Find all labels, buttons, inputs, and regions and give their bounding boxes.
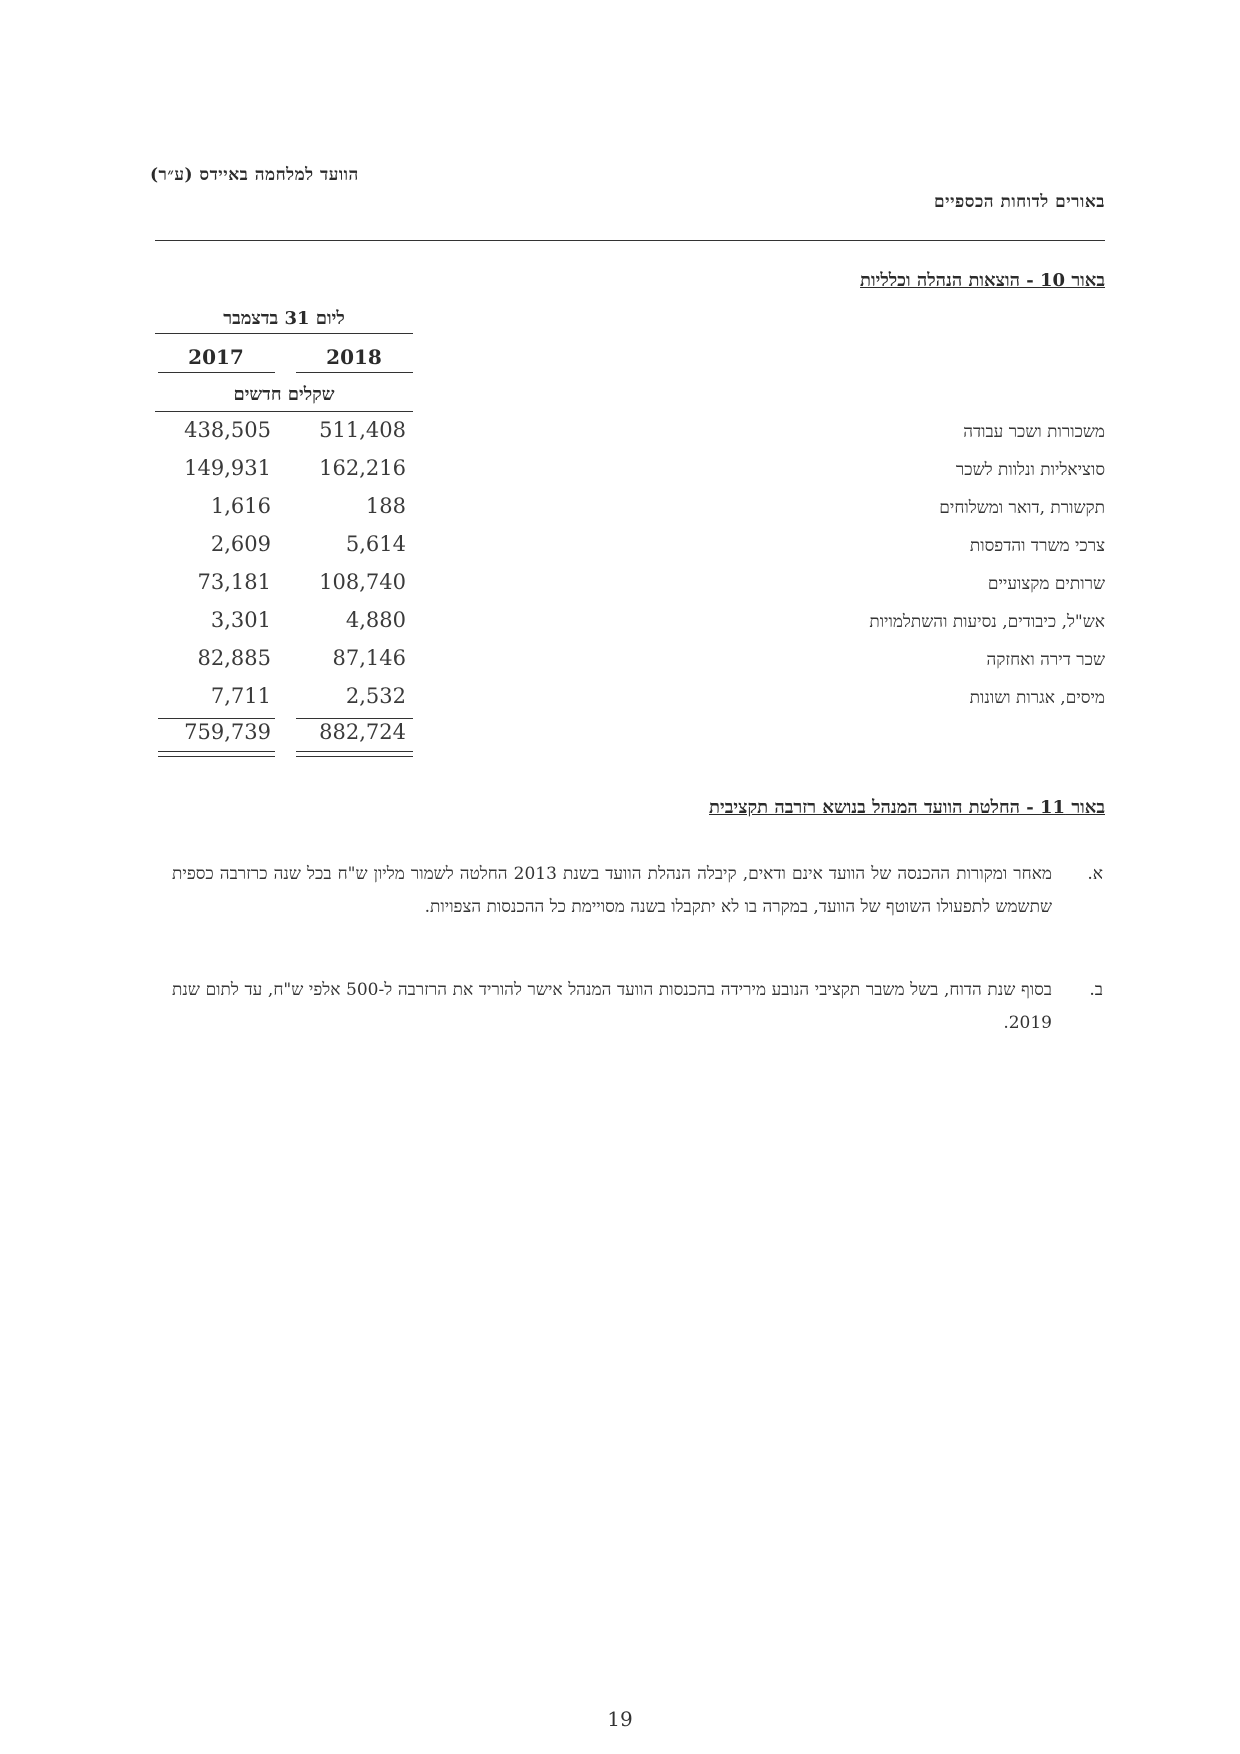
item-letter: ב. (1089, 980, 1103, 1000)
page-number: 19 (607, 1707, 633, 1731)
row-label: שכר דירה ואחזקה (986, 650, 1105, 670)
row-label: צרכי משרד והדפסות (969, 536, 1105, 556)
row-label: מיסים, אגרות ושונות (969, 688, 1105, 708)
note-11-paragraph: מאחר ומקורות ההכנסה של הוועד אינם ודאים, קיבלה הנהלת הוועד בשנת 2013 החלטה לשמור מליון ש"ח בכל שנה כרזרבה כספית שתשמש לתפעולו השוטף של הוועד, במקרה בו לא יתקבלו בשנה מסויימת כל ההכנסות הצפויות. (172, 864, 1052, 917)
note-11-heading: באור 11 - החלטת הוועד המנהל בנושא רזרבה תקציבית (709, 797, 1105, 818)
row-value-2017: 7,711 (210, 684, 271, 708)
organization-name: הוועד למלחמה באיידס (ע״ר) (150, 165, 359, 185)
as-of-date-header: ליום 31 בדצמבר (223, 308, 345, 329)
row-label: משכורות ושכר עבודה (963, 422, 1105, 442)
header-divider (155, 240, 1105, 241)
total-2018: 882,724 (319, 720, 406, 744)
row-value-2017: 2,609 (210, 532, 271, 556)
row-label: אש"ל, כיבודים, נסיעות והשתלמויות (869, 612, 1105, 632)
row-value-2017: 82,885 (197, 646, 271, 670)
row-value-2017: 438,505 (184, 418, 271, 442)
note-10-heading: באור 10 - הוצאות הנהלה וכלליות (860, 270, 1105, 291)
row-value-2018: 87,146 (332, 646, 406, 670)
currency-header: שקלים חדשים (233, 384, 335, 405)
year-2018-header: 2018 (326, 345, 382, 369)
row-value-2018: 108,740 (319, 570, 406, 594)
row-label: תקשורת ,דואר ומשלוחים (939, 498, 1105, 518)
subtotal-rule-2018 (296, 718, 413, 719)
row-value-2017: 3,301 (210, 608, 271, 632)
currency-rule (155, 411, 413, 412)
row-value-2018: 5,614 (345, 532, 406, 556)
double-rule-2018-b (296, 756, 413, 757)
row-value-2018: 162,216 (319, 456, 406, 480)
note-11-paragraph: בסוף שנת הדוח, בשל משבר תקציבי הנובע מירידה בהכנסות הוועד המנהל אישר להוריד את הרזרבה ל-500 אלפי ש"ח, עד לתום שנת 2019. (172, 980, 1052, 1033)
double-rule-2018-a (296, 751, 413, 752)
row-value-2018: 188 (365, 494, 406, 518)
row-value-2018: 511,408 (319, 418, 406, 442)
row-label: שרותים מקצועיים (987, 574, 1105, 594)
double-rule-2017-a (158, 751, 275, 752)
year-2017-rule (158, 372, 275, 373)
total-2017: 759,739 (184, 720, 271, 744)
row-value-2017: 149,931 (184, 456, 271, 480)
row-value-2017: 1,616 (210, 494, 271, 518)
row-value-2017: 73,181 (197, 570, 271, 594)
row-value-2018: 4,880 (345, 608, 406, 632)
year-2017-header: 2017 (188, 345, 244, 369)
item-letter: א. (1087, 864, 1103, 884)
subtotal-rule-2017 (158, 718, 275, 719)
row-value-2018: 2,532 (345, 684, 406, 708)
document-title: באורים לדוחות הכספיים (934, 192, 1105, 212)
year-2018-rule (296, 372, 413, 373)
header-rule (155, 333, 413, 334)
double-rule-2017-b (158, 756, 275, 757)
row-label: סוציאליות ונלוות לשכר (955, 460, 1105, 480)
